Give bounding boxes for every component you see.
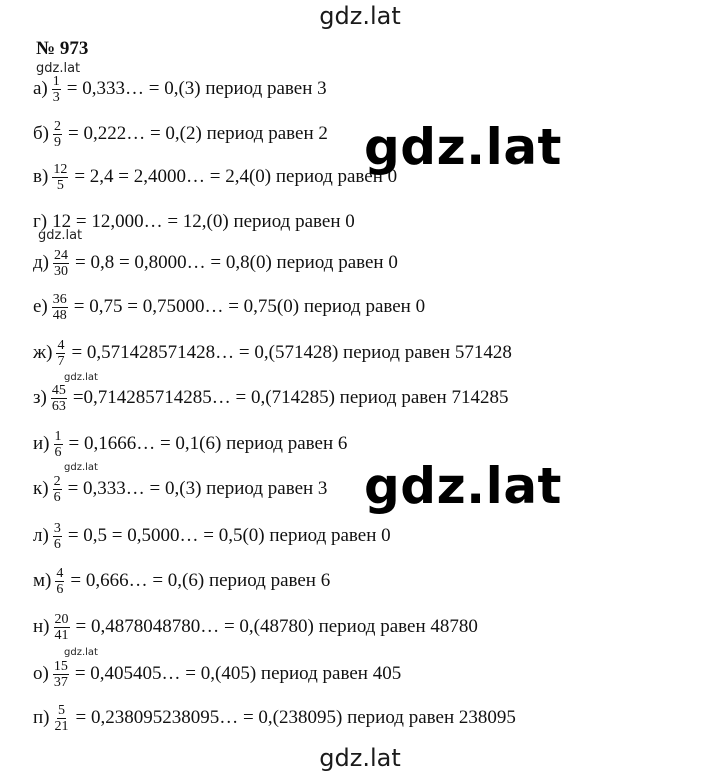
- row-label: ж): [33, 342, 53, 363]
- row-text: 12 = 12,000… = 12,(0) период равен 0: [52, 211, 355, 232]
- fraction: [51, 383, 67, 414]
- denominator: 41: [54, 627, 69, 643]
- row-label: а): [33, 78, 48, 99]
- watermark-small: gdz.lat: [36, 61, 81, 76]
- numerator: 2: [54, 118, 61, 134]
- row-text: = 0,333… = 0,(3) период равен 3: [67, 478, 328, 499]
- row-text: = 0,405405… = 0,(405) период равен 405: [74, 663, 402, 684]
- denominator: 30: [54, 263, 68, 279]
- solution-row-o: [33, 654, 401, 694]
- denominator: 6: [54, 444, 62, 460]
- row-label: д): [33, 252, 49, 273]
- denominator: 7: [57, 353, 65, 369]
- watermark-mini: gdz.lat: [64, 372, 98, 383]
- solution-row-k: [33, 469, 327, 509]
- numerator: 15: [53, 658, 68, 674]
- watermark-bottom: gdz.lat: [319, 744, 401, 772]
- row-text: = 0,333… = 0,(3) период равен 3: [66, 78, 327, 99]
- solution-row-d: [33, 243, 398, 283]
- row-label: н): [33, 616, 50, 637]
- numerator: 4: [56, 565, 64, 581]
- denominator: 6: [53, 489, 61, 505]
- numerator: 12: [53, 161, 68, 177]
- denominator: 21: [54, 718, 69, 734]
- fraction: [52, 74, 61, 105]
- row-label: о): [33, 663, 49, 684]
- numerator: 1: [54, 428, 62, 444]
- solution-row-e: [33, 287, 425, 327]
- solution-row-p: [33, 698, 516, 738]
- row-text: =0,714285714285… = 0,(714285) период равен 714285: [72, 387, 509, 408]
- row-label: п): [33, 707, 50, 728]
- watermark-mini: gdz.lat: [64, 647, 98, 658]
- fraction: [54, 703, 70, 734]
- denominator: 3: [52, 89, 60, 105]
- row-text: = 2,4 = 2,4000… = 2,4(0) период равен 0: [74, 166, 398, 187]
- denominator: 5: [56, 177, 64, 193]
- watermark-top: gdz.lat: [319, 2, 401, 30]
- solution-row-zh: [33, 333, 512, 373]
- row-label: з): [33, 387, 47, 408]
- row-text: = 0,666… = 0,(6) период равен 6: [70, 570, 331, 591]
- denominator: 6: [56, 581, 64, 597]
- row-label: к): [33, 478, 49, 499]
- numerator: 45: [51, 382, 66, 398]
- solution-row-g: [33, 202, 355, 242]
- numerator: 3: [53, 520, 61, 536]
- row-label: г): [33, 211, 48, 232]
- exercise-number: № 973: [36, 38, 89, 59]
- row-text: = 0,238095238095… = 0,(238095) период равен 238095: [75, 707, 516, 728]
- solution-row-v: [33, 157, 397, 197]
- row-label: в): [33, 166, 49, 187]
- denominator: 37: [53, 674, 68, 690]
- solution-row-i: [33, 424, 347, 464]
- row-text: = 0,5 = 0,5000… = 0,5(0) период равен 0: [67, 525, 391, 546]
- numerator: 24: [54, 247, 68, 263]
- numerator: 5: [58, 702, 65, 718]
- denominator: 6: [53, 536, 61, 552]
- solution-row-z: [33, 378, 508, 418]
- numerator: 20: [54, 611, 69, 627]
- numerator: 2: [53, 473, 61, 489]
- solution-row-b: [33, 114, 328, 154]
- denominator: 9: [54, 134, 61, 150]
- numerator: 36: [52, 291, 67, 307]
- row-text: = 0,571428571428… = 0,(571428) период равен 571428: [71, 342, 512, 363]
- watermark-large: gdz.lat: [364, 457, 562, 515]
- watermark-mini: gdz.lat: [64, 462, 98, 473]
- numerator: 4: [57, 337, 65, 353]
- fraction: [56, 338, 65, 369]
- row-text: = 0,4878048780… = 0,(48780) период равен 48780: [75, 616, 478, 637]
- fraction: [53, 248, 69, 279]
- fraction: [54, 612, 70, 643]
- fraction: [54, 429, 63, 460]
- watermark-small: gdz.lat: [38, 228, 83, 243]
- row-label: м): [33, 570, 52, 591]
- fraction: [55, 566, 64, 597]
- fraction: [53, 521, 62, 552]
- row-text: = 0,8 = 0,8000… = 0,8(0) период равен 0: [75, 252, 398, 273]
- row-text: = 0,222… = 0,(2) период равен 2: [68, 123, 328, 144]
- row-text: = 0,1666… = 0,1(6) период равен 6: [68, 433, 348, 454]
- fraction: [52, 162, 68, 193]
- fraction: [53, 659, 69, 690]
- row-text: = 0,75 = 0,75000… = 0,75(0) период равен 0: [73, 296, 426, 317]
- fraction: [53, 474, 62, 505]
- solution-row-l: [33, 516, 391, 556]
- row-label: л): [33, 525, 49, 546]
- solution-row-n: [33, 607, 478, 647]
- fraction: [53, 119, 62, 150]
- denominator: 48: [52, 307, 67, 323]
- solution-row-a: [33, 69, 327, 109]
- row-label: и): [33, 433, 50, 454]
- denominator: 63: [51, 398, 66, 414]
- numerator: 1: [52, 73, 60, 89]
- row-label: е): [33, 296, 48, 317]
- fraction: [52, 292, 68, 323]
- watermark-large: gdz.lat: [364, 118, 562, 176]
- row-label: б): [33, 123, 49, 144]
- solution-row-m: [33, 561, 330, 601]
